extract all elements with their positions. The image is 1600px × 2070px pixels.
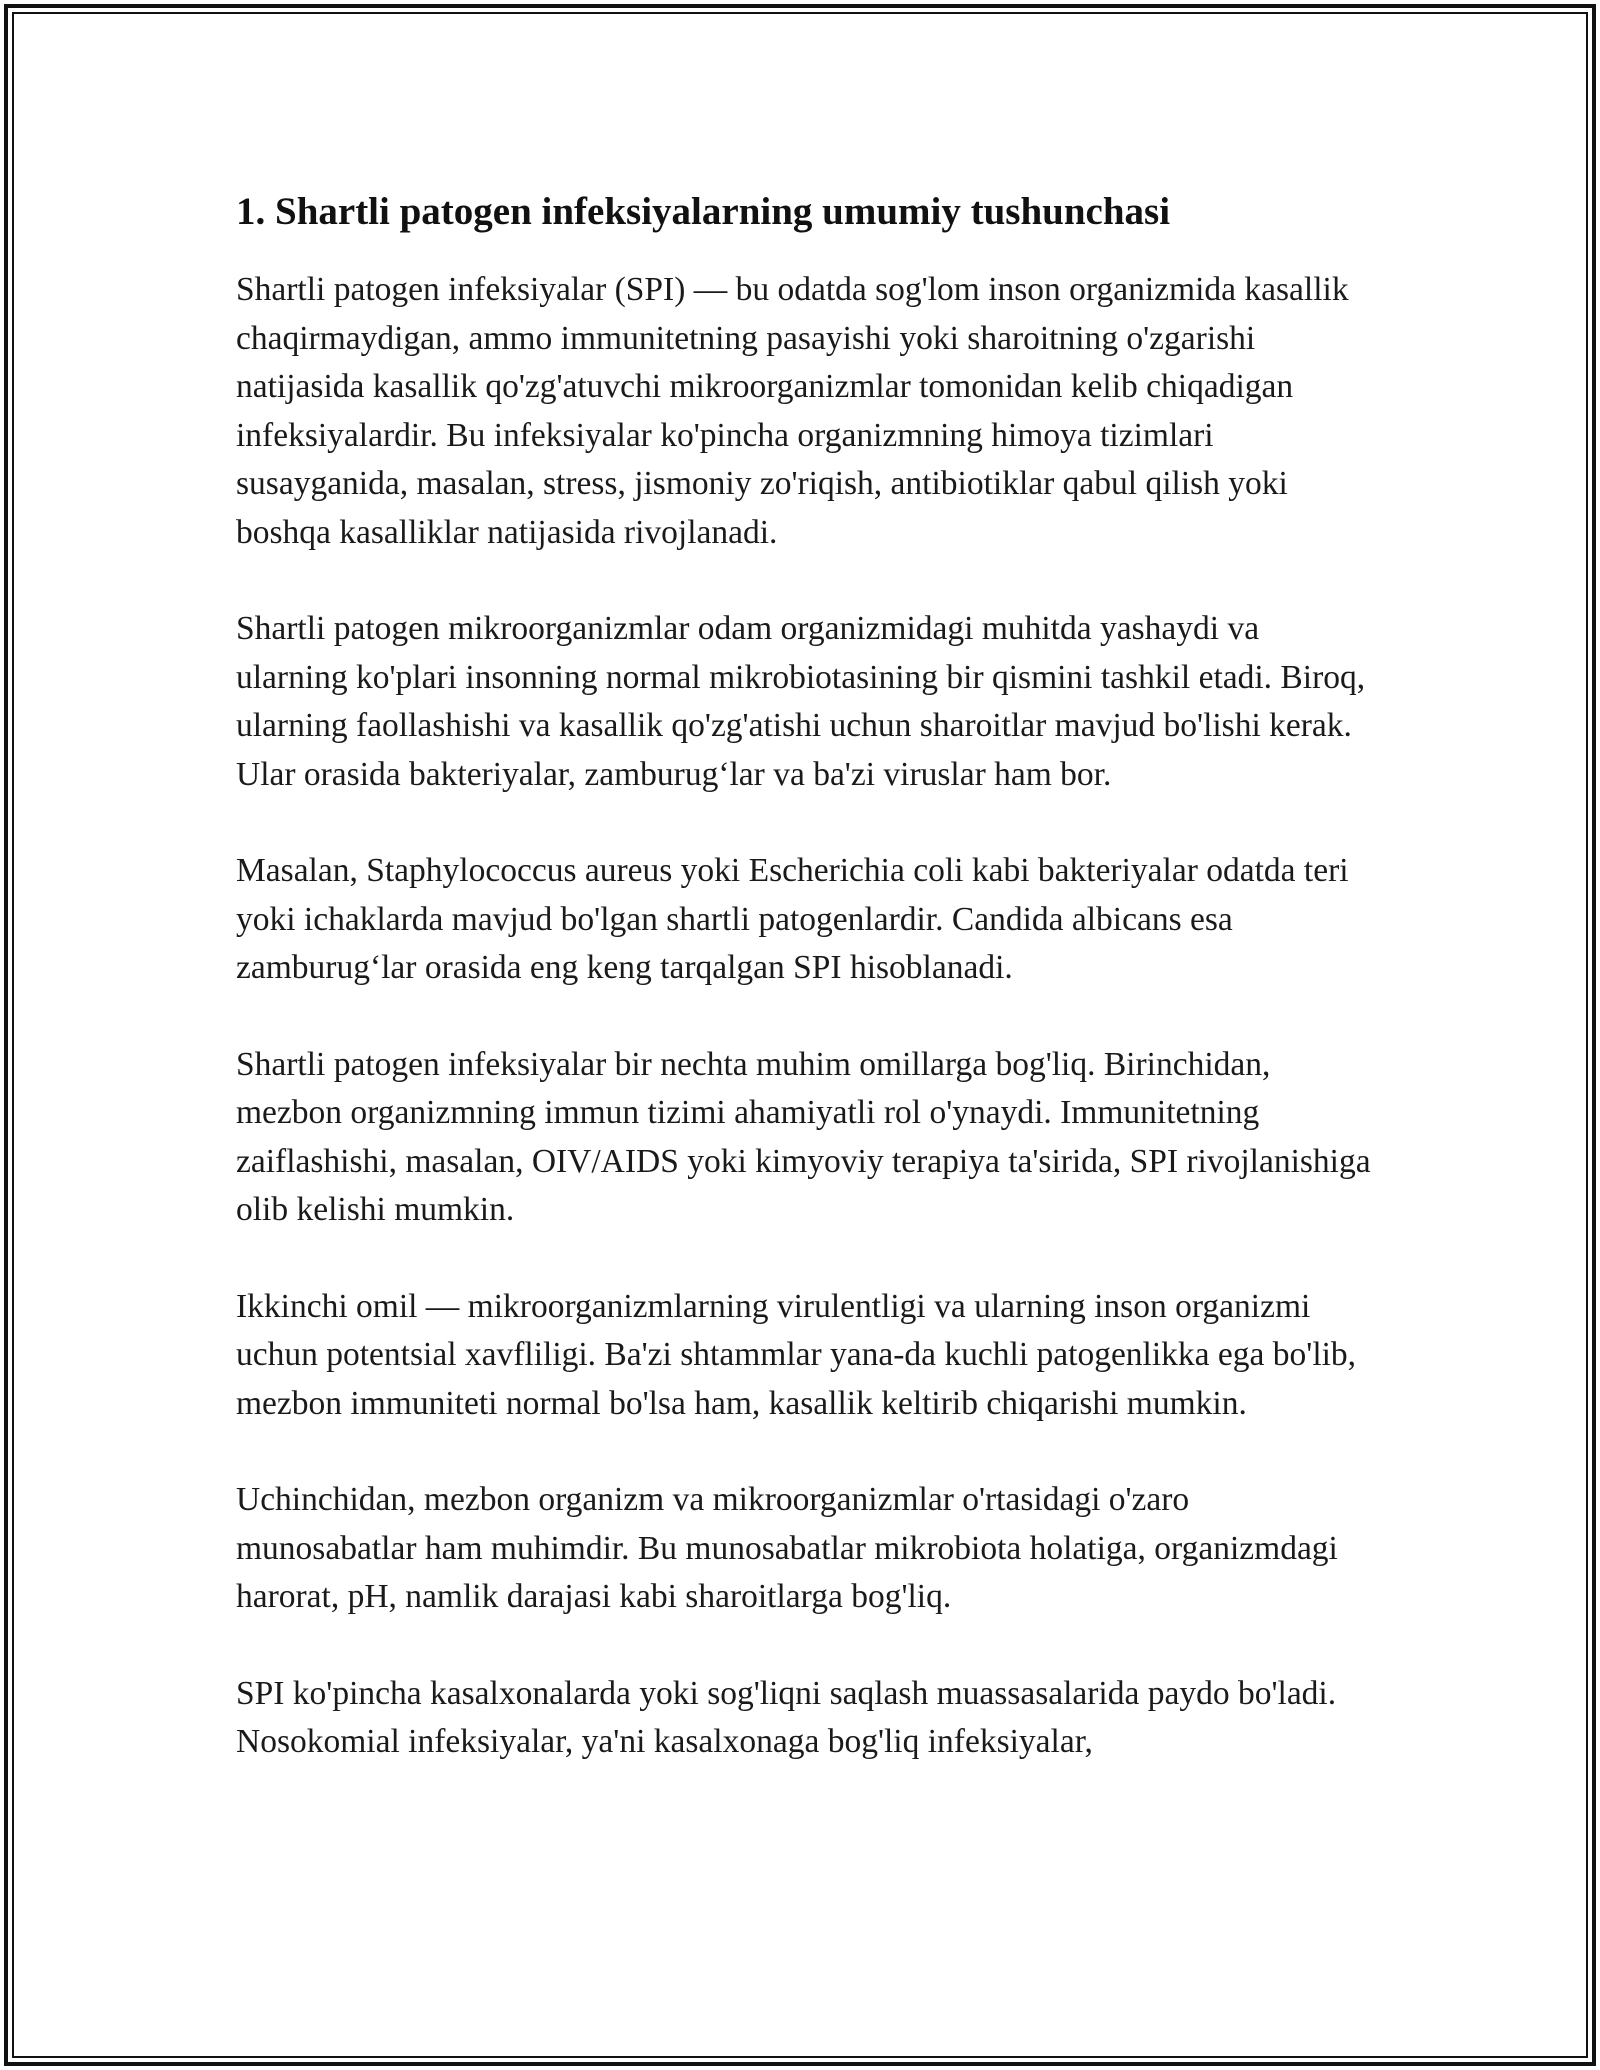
paragraph-examples: Masalan, Staphylococcus aureus yoki Escherichia coli kabi bakteriyalar odatda teri yoki ichaklarda mavjud bo'lgan shartli patogenlardir. Candida albicans esa zamburug‘lar orasida eng keng tarqalgan SPI hisoblanadi. xyxy=(236,852,1349,986)
section-heading: 1. Shartli patogen infeksiyalarning umumiy tushunchasi xyxy=(236,190,1171,233)
paragraph-microbiota: Shartli patogen mikroorganizmlar odam organizmidagi muhitda yashaydi va ularning ko'plari insonning normal mikrobiotasining bir qismini tashkil etadi. Biroq, ularning faollashishi va kasallik qo'zg'atishi uchun sharoitlar mavjud bo'lishi kerak. Ular orasida bakteriyalar, zamburug‘lar va ba'zi viruslar ham bor. xyxy=(236,610,1366,793)
paragraph-definition: Shartli patogen infeksiyalar (SPI) — bu odatda sog'lom inson organizmida kasallik chaqirmaydigan, ammo immunitetning pasayishi yoki sharoitning o'zgarishi natijasida kasallik qo'zg'atuvchi mikroorganizmlar tomonidan kelib chiqadigan infeksiyalardir. Bu infeksiyalar ko'pincha organizmning himoya tizimlari susayganida, masalan, stress, jismoniy zo'riqish, antibiotiklar qabul qilish yoki boshqa kasalliklar natijasida rivojlanadi. xyxy=(236,271,1349,551)
document-body xyxy=(236,186,1376,1815)
paragraph-first-factor: Shartli patogen infeksiyalar bir nechta muhim omillarga bog'liq. Birinchidan, mezbon organizmning immun tizimi ahamiyatli rol o'ynaydi. Immunitetning zaiflashishi, masalan, OIV/AIDS yoki kimyoviy terapiya ta'sirida, SPI rivojlanishiga olib kelishi mumkin. xyxy=(236,1045,1371,1228)
paragraph-third-factor: Uchinchidan, mezbon organizm va mikroorganizmlar o'rtasidagi o'zaro munosabatlar ham muhimdir. Bu munosabatlar mikrobiota holatiga, organizmdagi harorat, pH, namlik darajasi kabi sharoitlarga bog'liq. xyxy=(236,1481,1338,1615)
paragraph-second-factor: Ikkinchi omil — mikroorganizmlarning virulentligi va ularning inson organizmi uchun potentsial xavfliligi. Ba'zi shtammlar yana-da kuchli patogenlikka ega bo'lib, mezbon immuniteti normal bo'lsa ham, kasallik keltirib chiqarishi mumkin. xyxy=(236,1287,1357,1422)
paragraph-hospital: SPI ko'pincha kasalxonalarda yoki sog'liqni saqlash muassasalarida paydo bo'ladi. Nosokomial infeksiyalar, ya'ni kasalxonaga bog'liq infeksiyalar, xyxy=(236,1674,1337,1760)
